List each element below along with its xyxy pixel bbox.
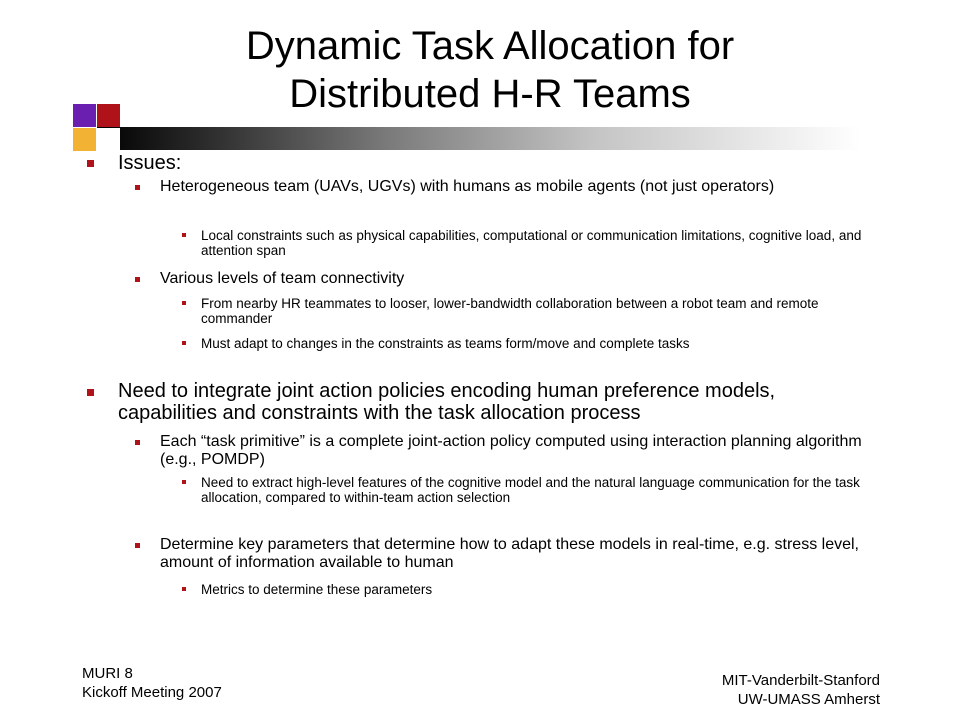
bullet-square-icon — [135, 543, 140, 548]
bullet-connectivity: Various levels of team connectivity — [160, 270, 405, 287]
white-square — [97, 128, 120, 151]
bullet-square-icon — [182, 587, 186, 591]
bullet-must-adapt: Must adapt to changes in the constraints as teams form/move and complete tasks — [201, 336, 690, 351]
bullet-metrics: Metrics to determine these parameters — [201, 582, 433, 597]
footer-right-line-2: UW-UMASS Amherst — [737, 691, 880, 708]
title-line-2: Distributed H-R Teams — [289, 72, 691, 116]
bullet-integrate: Need to integrate joint action policies encoding human preference models, capabilities and constraints with the task allocation process — [118, 380, 776, 424]
orange-square — [73, 128, 96, 151]
bullet-square-icon — [182, 301, 186, 305]
purple-square — [73, 104, 96, 127]
bullet-nearby-hr: From nearby HR teammates to looser, lower-bandwidth collaboration between a robot team and remote commander — [201, 296, 819, 326]
footer-left-line-1: MURI 8 — [82, 665, 133, 682]
slide-title — [150, 22, 830, 118]
bullet-square-icon — [135, 440, 140, 445]
title-line-1: Dynamic Task Allocation for — [245, 24, 735, 68]
footer-right-line-1: MIT-Vanderbilt-Stanford — [721, 672, 880, 689]
bullet-square-icon — [87, 389, 94, 396]
bullet-issues: Issues: — [118, 152, 182, 174]
bullet-extract-features: Need to extract high-level features of the cognitive model and the natural language communication for the task allocation, compared to within-team action selection — [201, 475, 860, 505]
gradient-bar — [97, 127, 860, 150]
bullet-local-constraints: Local constraints such as physical capabilities, computational or communication limitations, cognitive load, and attention span — [201, 228, 862, 258]
footer-left — [82, 664, 222, 702]
bullet-square-icon — [182, 233, 186, 237]
footer-right — [722, 671, 880, 709]
bullet-square-icon — [182, 341, 186, 345]
bullet-heterogeneous: Heterogeneous team (UAVs, UGVs) with humans as mobile agents (not just operators) — [160, 178, 775, 195]
footer-left-line-2: Kickoff Meeting 2007 — [82, 684, 222, 701]
red-square — [97, 104, 120, 127]
bullet-square-icon — [182, 480, 186, 484]
bullet-determine-parameters: Determine key parameters that determine how to adapt these models in real-time, e.g. stress level, amount of information available to human — [160, 536, 859, 571]
bullet-square-icon — [135, 277, 140, 282]
bullet-task-primitive: Each “task primitive” is a complete joint-action policy computed using interaction planning algorithm (e.g., POMDP) — [160, 433, 862, 468]
bullet-square-icon — [135, 185, 140, 190]
bullet-square-icon — [87, 160, 94, 167]
